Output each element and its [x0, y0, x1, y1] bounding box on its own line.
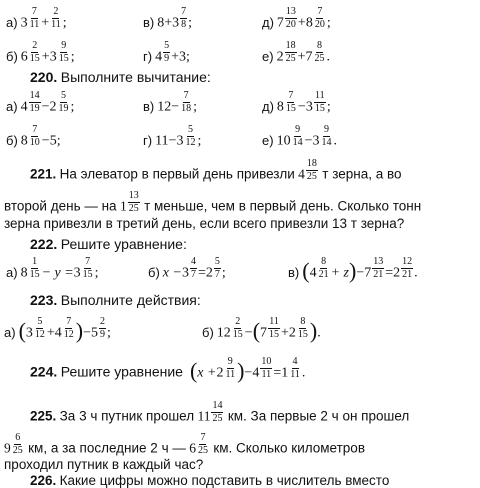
fraction: $\frac{7}{11}$	[29, 6, 40, 30]
fraction: $\frac{6}{25}$	[12, 432, 23, 456]
expr-220g: г) 11−3 $\frac{5}{12}$ ;	[143, 124, 202, 149]
whole: 3	[20, 15, 28, 31]
fraction: $\frac{7}{15}$	[82, 256, 93, 280]
problem-225-line-1: 225. За 3 ч путник прошел 11 $\frac{14}{25}$ км. За первые 2 ч он прошел	[30, 400, 410, 424]
expr-1e: е) 2 $\frac{18}{25}$ +7 $\frac{8}{25}$ .	[262, 40, 330, 65]
problem-225-line-3: проходил путник в каждый час?	[4, 457, 204, 472]
fraction: $\frac{12}{21}$	[402, 256, 413, 280]
fraction: $\frac{2}{11}$	[51, 6, 61, 30]
fraction: $\frac{4}{11}$	[290, 356, 300, 380]
fraction: $\frac{13}{25}$	[128, 190, 139, 214]
fraction: $\frac{7}{25}$	[197, 432, 208, 456]
fraction: $\frac{5}{12}$	[185, 124, 196, 148]
item-label: а)	[6, 14, 18, 30]
fraction: $\frac{7}{15}$	[285, 90, 296, 114]
fraction: $\frac{7}{8}$	[181, 6, 187, 30]
equation-222v: в) (4 $\frac{8}{21}$ + z)−7 $\frac{13}{21}$ =2 $\frac{12}{21}$ .	[288, 256, 418, 283]
expr-220a: а) 4 $\frac{14}{19}$ −2 $\frac{5}{19}$ ;	[6, 90, 75, 115]
fraction: $\frac{1}{15}$	[29, 256, 40, 280]
fraction: $\frac{10}{11}$	[261, 356, 272, 380]
fraction: $\frac{2}{9}$	[100, 316, 106, 340]
expr-220v: в) 12− $\frac{7}{18}$ ;	[143, 90, 198, 115]
operator: +	[41, 15, 50, 31]
expr-220e: е) 10 $\frac{9}{14}$ −3 $\frac{9}{14}$ .	[262, 124, 337, 149]
problem-221-line-2: второй день — на 1 $\frac{13}{25}$ т меньше, чем в первый день. Сколько тонн	[4, 190, 422, 214]
expr-223a: а) (3 $\frac{5}{12}$ +4 $\frac{7}{12}$ )−5 $\frac{2}{9}$ ;	[4, 316, 111, 343]
fraction: $\frac{18}{25}$	[285, 40, 296, 64]
equation-222b: б) x −3 $\frac{4}{7}$ =2 $\frac{5}{7}$ ;	[148, 256, 226, 281]
problem-number: 220.	[30, 69, 58, 85]
fraction: $\frac{5}{7}$	[214, 256, 220, 280]
expr-1g: г) 4 $\frac{5}{9}$ +3;	[143, 40, 190, 65]
problem-226-line-1: 226. Какие цифры можно подставить в числитель вместо	[30, 473, 390, 488]
fraction: $\frac{7}{20}$	[314, 6, 325, 30]
fraction: $\frac{4}{7}$	[190, 256, 196, 280]
fraction: $\frac{13}{21}$	[373, 256, 384, 280]
problem-221-line-1: 221. На элеватор в первый день привезли 4 $\frac{18}{25}$ т зерна, а во	[30, 158, 402, 182]
problem-text: Выполните вычитание:	[60, 69, 211, 85]
fraction: $\frac{8}{15}$	[297, 316, 308, 340]
fraction: $\frac{9}{14}$	[292, 124, 303, 148]
expr-1b: б) 6 $\frac{2}{15}$ +3 $\frac{9}{15}$ ;	[6, 40, 75, 65]
expr-220d: д) 8 $\frac{7}{15}$ −3 $\frac{11}{15}$ ;	[262, 90, 331, 115]
problem-220-heading	[30, 70, 211, 86]
fraction: $\frac{2}{15}$	[29, 40, 40, 64]
fraction: $\frac{9}{15}$	[58, 40, 69, 64]
fraction: $\frac{9}{11}$	[225, 356, 236, 380]
problem-225-line-2: 9 $\frac{6}{25}$ км, а за последние 2 ч — 6 $\frac{7}{25}$ км. Сколько километров	[4, 432, 365, 456]
fraction: $\frac{14}{19}$	[29, 90, 40, 114]
fraction: $\frac{11}{15}$	[269, 316, 280, 340]
expr-1a: а) 3 $\frac{7}{11}$ + $\frac{2}{11}$ ;	[6, 6, 67, 31]
fraction: $\frac{8}{21}$	[318, 256, 329, 280]
fraction: $\frac{2}{15}$	[232, 316, 243, 340]
fraction: $\frac{7}{12}$	[63, 316, 74, 340]
problem-221-line-3: зерна привезли в третий день, если всего привезли 13 т зерна?	[4, 216, 405, 231]
problem-222-heading: 222. Решите уравнение:	[30, 236, 187, 252]
fraction: $\frac{5}{19}$	[58, 90, 69, 114]
expr-220b: б) 8 $\frac{7}{10}$ −5;	[6, 124, 61, 149]
expr-223b: б) 12 $\frac{2}{15}$ −(7 $\frac{11}{15}$ +2 $\frac{8}{15}$ ).	[202, 316, 321, 343]
expr-1d: д) 7 $\frac{13}{20}$ +8 $\frac{7}{20}$ ;	[262, 6, 331, 31]
fraction: $\frac{18}{25}$	[306, 158, 317, 182]
equation-222a: а) 8 $\frac{1}{15}$ − y =3 $\frac{7}{15}$ ;	[6, 256, 99, 281]
fraction: $\frac{9}{14}$	[321, 124, 332, 148]
fraction: $\frac{8}{25}$	[314, 40, 325, 64]
fraction: $\frac{11}{15}$	[314, 90, 325, 114]
fraction: $\frac{7}{10}$	[29, 124, 40, 148]
fraction: $\frac{13}{20}$	[285, 6, 296, 30]
problem-223-heading: 223. Выполните действия:	[30, 292, 201, 308]
fraction: $\frac{7}{18}$	[181, 90, 192, 114]
fraction: $\frac{5}{12}$	[34, 316, 45, 340]
expr-1v: в) 8+3 $\frac{7}{8}$ ;	[143, 6, 193, 31]
problem-224: 224. Решите уравнение (x +2 $\frac{9}{11}$ )−4 $\frac{10}{11}$ =1 $\frac{4}{11}$ .	[30, 356, 306, 383]
fraction: $\frac{14}{25}$	[212, 400, 223, 424]
fraction: $\frac{5}{9}$	[164, 40, 170, 64]
